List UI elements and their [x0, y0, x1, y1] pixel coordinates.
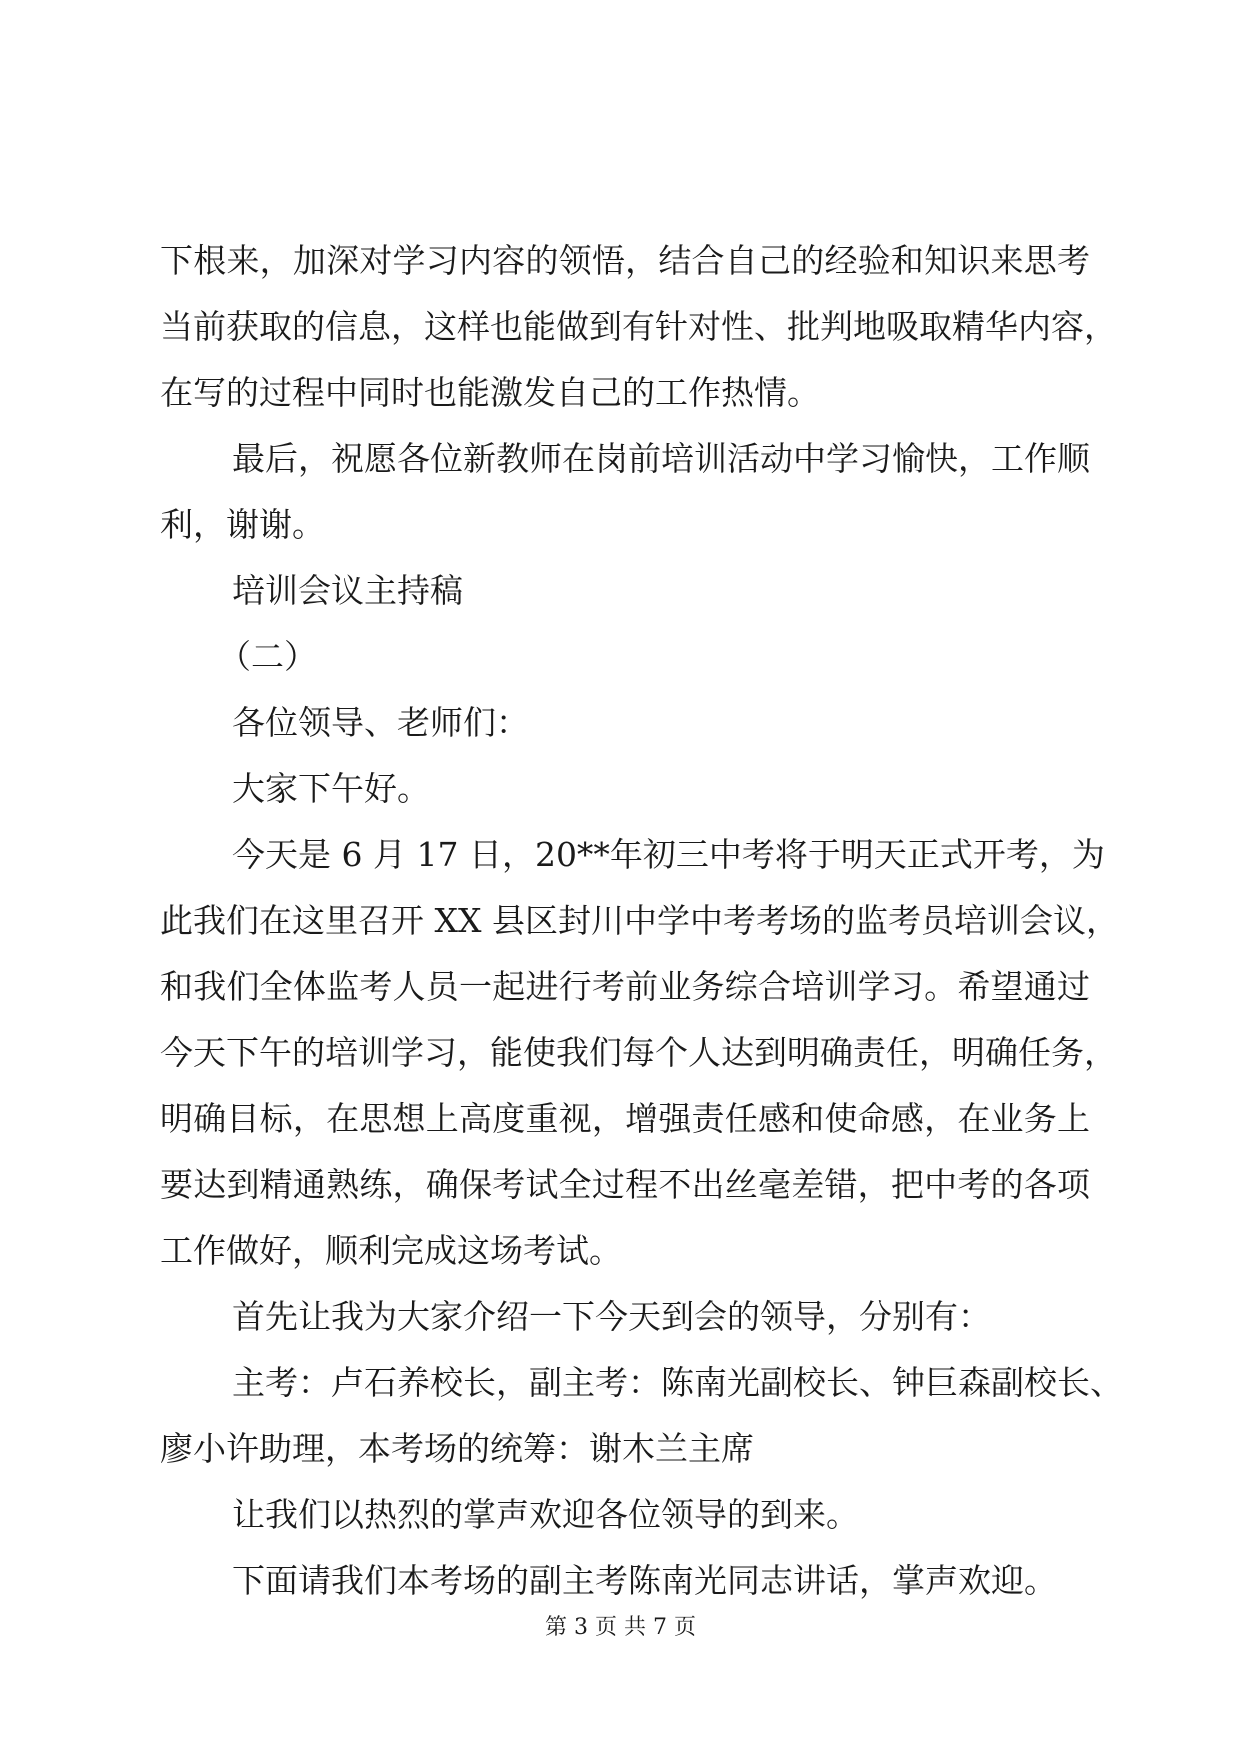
document-body — [160, 228, 1123, 1614]
paragraph-line: 今天是 6 月 17 日，20**年初三中考将于明天正式开考，为 — [232, 835, 1105, 874]
paragraph-line: 主考：卢石养校长，副主考：陈南光副校长、钟巨森副校长、 — [232, 1363, 1123, 1402]
paragraph-line: 最后，祝愿各位新教师在岗前培训活动中学习愉快，工作顺 — [232, 439, 1090, 478]
paragraph-line: 首先让我为大家介绍一下今天到会的领导，分别有： — [232, 1297, 991, 1336]
section-title: 培训会议主持稿 — [232, 571, 463, 610]
greeting: 大家下午好。 — [232, 769, 430, 808]
paragraph-line: 利，谢谢。 — [160, 505, 325, 544]
salutation: 各位领导、老师们： — [232, 703, 529, 742]
paragraph-line: 工作做好，顺利完成这场考试。 — [160, 1231, 622, 1270]
page-number: 第 3 页 共 7 页 — [545, 1615, 696, 1640]
paragraph-line: 明确目标，在思想上高度重视，增强责任感和使命感，在业务上 — [160, 1099, 1090, 1138]
paragraph-line: 要达到精通熟练，确保考试全过程不出丝毫差错，把中考的各项 — [160, 1165, 1090, 1204]
paragraph-line: 让我们以热烈的掌声欢迎各位领导的到来。 — [232, 1495, 859, 1534]
page-footer — [0, 1610, 1241, 1641]
paragraph-line: 此我们在这里召开 XX 县区封川中学中考考场的监考员培训会议， — [160, 901, 1119, 940]
paragraph-line: 当前获取的信息，这样也能做到有针对性、批判地吸取精华内容， — [160, 307, 1117, 346]
paragraph-line: 和我们全体监考人员一起进行考前业务综合培训学习。希望通过 — [160, 967, 1090, 1006]
paragraph-line: 下面请我们本考场的副主考陈南光同志讲话，掌声欢迎。 — [232, 1561, 1057, 1600]
paragraph-line: 下根来，加深对学习内容的领悟，结合自己的经验和知识来思考 — [160, 241, 1090, 280]
paragraph-line: 今天下午的培训学习，能使我们每个人达到明确责任，明确任务， — [160, 1033, 1117, 1072]
paragraph-line: 廖小许助理，本考场的统筹：谢木兰主席 — [160, 1429, 754, 1468]
section-number: （二） — [218, 637, 317, 676]
paragraph-line: 在写的过程中同时也能激发自己的工作热情。 — [160, 373, 820, 412]
